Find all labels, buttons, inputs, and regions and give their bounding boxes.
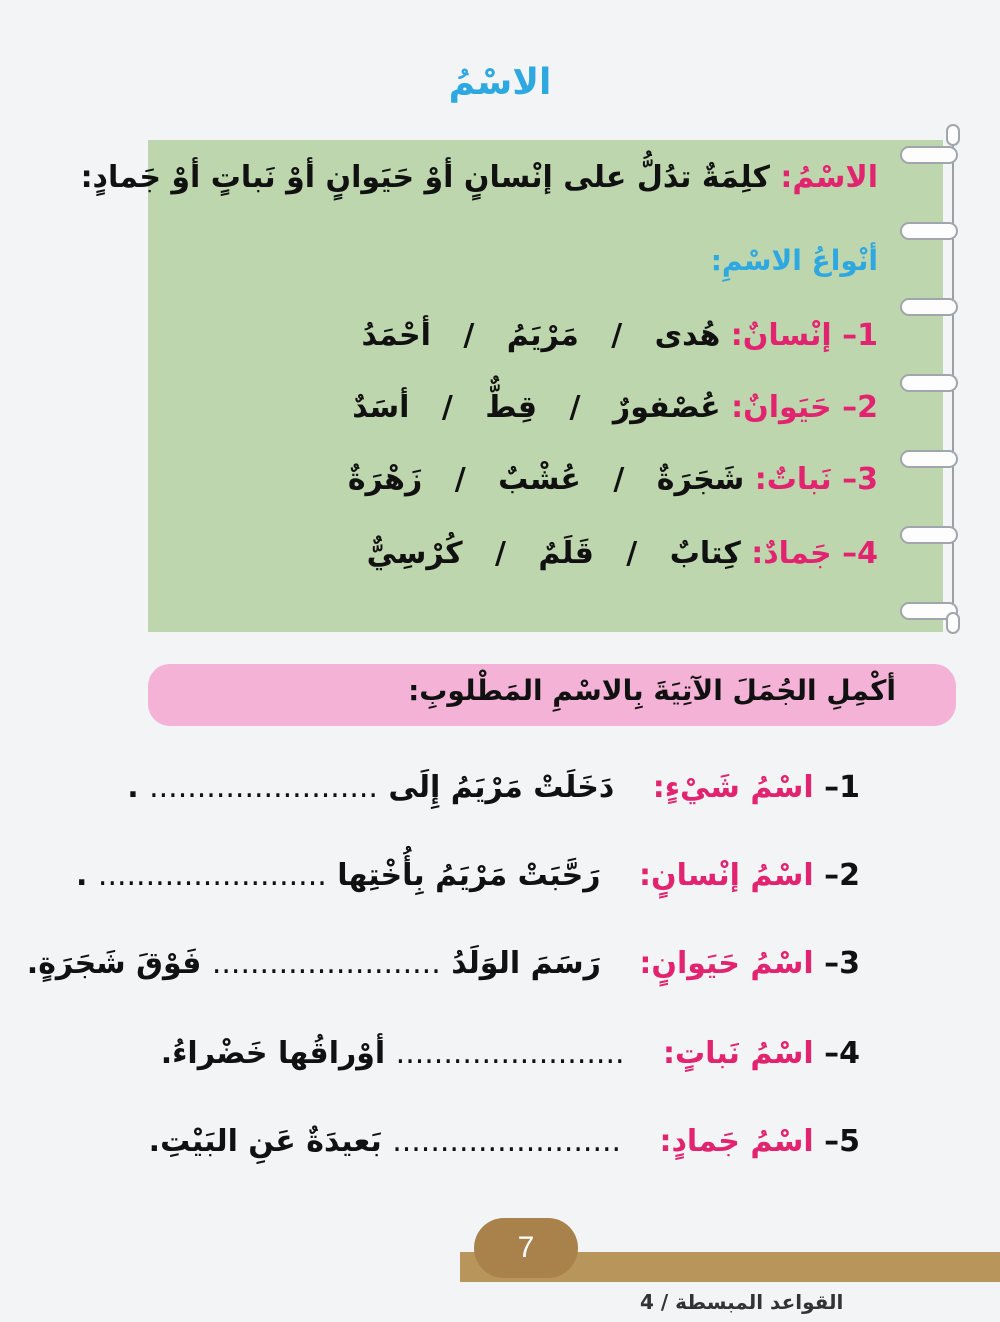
exercise-item (76, 858, 860, 893)
type-example: قِطٌّ (485, 390, 538, 425)
exercise-number: 5– (824, 1124, 860, 1159)
exercise-instruction: أكْمِلِ الجُمَلَ الآتِيَةَ بِالاسْمِ المَطْلوبِ: (408, 674, 896, 707)
exercise-text-end: . (127, 770, 139, 805)
exercise-text-end: أوْراقُها خَضْراءُ. (160, 1036, 386, 1071)
exercise-item (27, 946, 860, 981)
page-number: 7 (474, 1218, 578, 1278)
type-example: كُرْسِيٌّ (366, 536, 463, 571)
definition (81, 160, 878, 195)
exercise-item (149, 1124, 860, 1159)
answer-blank[interactable]: ........................ (149, 770, 378, 805)
type-example: عُشْبٌ (498, 462, 581, 497)
type-example: كِتابٌ (669, 536, 741, 571)
type-example: هُدى (654, 318, 721, 353)
answer-blank[interactable]: ........................ (392, 1124, 622, 1159)
exercise-label: اسْمُ إنْسانٍ: (638, 858, 814, 893)
type-example: عُصْفورٌ (612, 390, 721, 425)
type-row (362, 318, 878, 353)
type-row (352, 390, 878, 425)
spine-top-cap (946, 124, 960, 146)
exercise-text: رَسَمَ الوَلَدُ (451, 946, 601, 981)
type-example: شَجَرَةٌ (656, 462, 745, 497)
separator: / (626, 536, 638, 571)
exercise-label: اسْمُ نَباتٍ: (662, 1036, 814, 1071)
type-label: 2– حَيَوانٌ: (731, 390, 878, 425)
type-example: أسَدٌ (352, 390, 410, 425)
exercise-text: رَحَّبَتْ مَرْيَمُ بِأُخْتِها (337, 858, 601, 893)
answer-blank[interactable]: ........................ (211, 946, 441, 981)
separator: / (463, 318, 475, 353)
type-label: 4– جَمادٌ: (751, 536, 878, 571)
type-example: زَهْرَةٌ (347, 462, 423, 497)
book-title: القواعد المبسطة / 4 (640, 1290, 844, 1314)
exercise-label: اسْمُ شَيْءٍ: (652, 770, 814, 805)
separator: / (613, 462, 625, 497)
exercise-number: 3– (824, 946, 860, 981)
separator: / (454, 462, 466, 497)
separator: / (569, 390, 581, 425)
type-example: قَلَمٌ (538, 536, 594, 571)
exercise-number: 1– (824, 770, 860, 805)
type-row (367, 536, 878, 571)
exercise-text-end: فَوْقَ شَجَرَةٍ. (26, 946, 202, 981)
exercise-item (127, 770, 860, 805)
spine-bottom-cap (946, 612, 960, 634)
notebook-ring (900, 222, 958, 240)
type-example: أحْمَدُ (361, 318, 431, 353)
exercise-text: دَخَلَتْ مَرْيَمُ إِلَى (388, 770, 615, 805)
exercise-text-end: . (76, 858, 88, 893)
type-example: مَرْيَمُ (506, 318, 579, 353)
types-heading: أنْواعُ الاسْمِ: (710, 244, 878, 277)
definition-text: كلِمَةٌ تدُلُّ على إنْسانٍ أوْ حَيَوانٍ أوْ نَباتٍ أوْ جَمادٍ: (80, 160, 770, 195)
exercise-label: اسْمُ جَمادٍ: (659, 1124, 814, 1159)
exercise-text-end: بَعيدَةٌ عَنِ البَيْتِ. (148, 1124, 382, 1159)
notebook-ring (900, 298, 958, 316)
exercise-label: اسْمُ حَيَوانٍ: (639, 946, 814, 981)
answer-blank[interactable]: ........................ (395, 1036, 625, 1071)
exercise-number: 4– (824, 1036, 860, 1071)
notebook-ring (900, 146, 958, 164)
notebook-ring (900, 450, 958, 468)
definition-term: الاسْمُ: (780, 160, 878, 195)
type-row (348, 462, 878, 497)
separator: / (611, 318, 623, 353)
separator: / (495, 536, 506, 571)
type-label: 3– نَباتٌ: (754, 462, 878, 497)
notebook-ring (900, 374, 958, 392)
exercise-item (161, 1036, 860, 1071)
answer-blank[interactable]: ........................ (97, 858, 327, 893)
page-title: الاسْمُ (448, 62, 552, 103)
separator: / (441, 390, 453, 425)
type-label: 1– إنْسانٌ: (730, 318, 878, 353)
exercise-number: 2– (824, 858, 860, 893)
notebook-ring (900, 526, 958, 544)
